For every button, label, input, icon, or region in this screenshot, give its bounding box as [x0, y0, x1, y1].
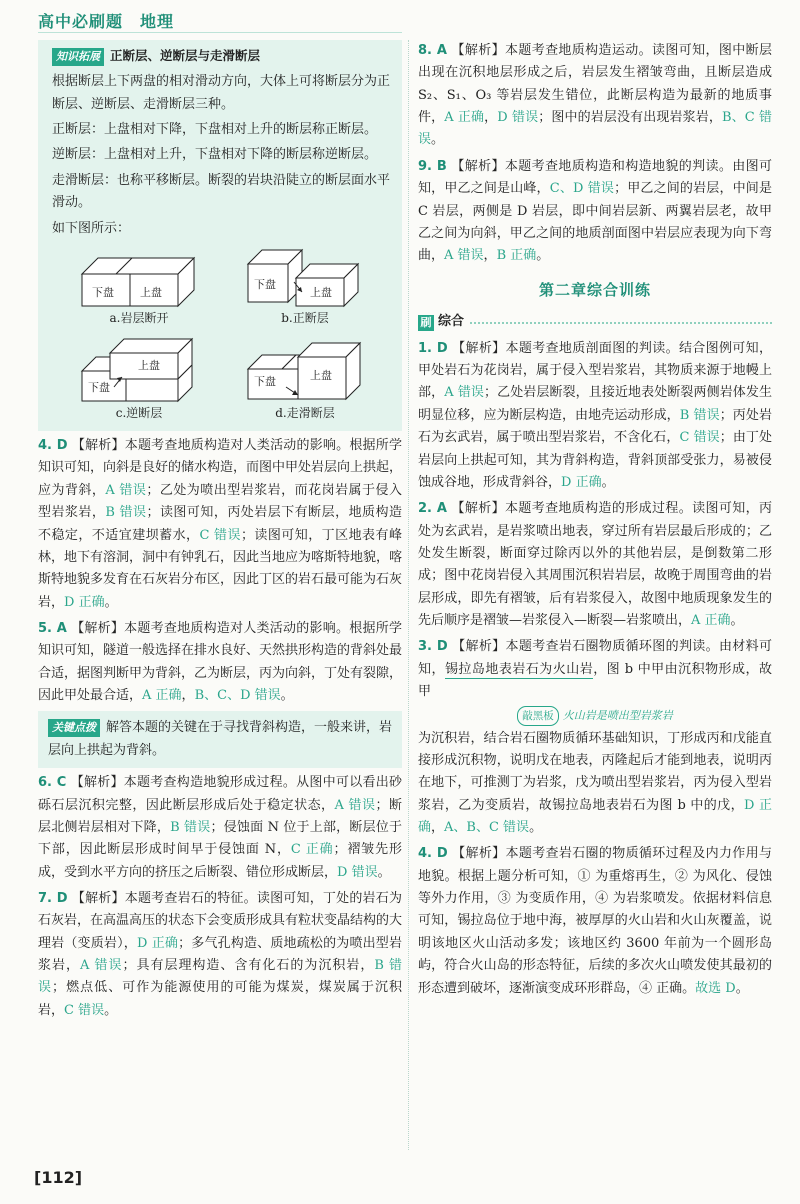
- explanation-text: 【解析】本题考查岩石的特征。读图可知，丁处的岩石为石灰岩，在高温高压的状态下会变质形成具有粒状变晶结构的大理岩（变质岩），: [38, 890, 403, 951]
- hanging-wall-label: 上盘: [310, 285, 332, 299]
- verdict-text: A 错误: [444, 248, 484, 264]
- verdict-text: D 正确: [64, 594, 105, 610]
- fault-figure-a: [56, 244, 222, 329]
- verdict-text: A 错误: [444, 385, 485, 401]
- verdict-text: B、C 错误: [418, 110, 772, 148]
- header-rule: [38, 32, 402, 33]
- verdict-text: A、B、C 错误: [444, 819, 530, 835]
- explanation-text: 【解析】本题考查地质构造的形成过程。读图可知，丙处为玄武岩，是岩浆喷出地表，穿过所有岩层最后形成的；乙处发生断裂，断面穿过除丙以外的其他岩层，是倒数第二形成；图中花岗岩侵入其周围沉积岩岩层，故晚于周围弯曲的岩层形成，即先有褶皱，后有岩浆侵入，故图中地质现象发生的先后顺序是褶皱—岩浆侵入—断裂—岩浆喷出，: [418, 501, 772, 629]
- question-number: 2. A: [418, 501, 447, 517]
- explanation-text: ，: [181, 688, 195, 704]
- foot-wall-label: 下盘: [254, 374, 276, 388]
- verdict-text: C 错误: [199, 527, 241, 543]
- page-number: [112]: [34, 1168, 83, 1187]
- question-number: 5. A: [38, 621, 67, 636]
- chapter-title: 第二章综合训练: [538, 280, 651, 299]
- verdict-text: A 正确: [691, 613, 731, 629]
- tip-box: [38, 711, 402, 768]
- tip-tag: 关键点拨: [48, 719, 100, 737]
- explanation-text: ；多气孔构造、质地疏松的为喷出型岩浆岩，: [38, 935, 402, 974]
- subheader-rule: [470, 322, 772, 324]
- explanation-text: 【解析】本题考查地质构造对人类活动的影响。根据所学知识可知，向斜是良好的储水构造，而图中甲处岩层向上拱起，应为背斜，: [38, 438, 403, 498]
- hanging-wall-label: 上盘: [310, 368, 332, 382]
- explanation-text: ；乙处为喷出型岩浆岩，而花岗岩属于侵入型岩浆岩，: [38, 482, 402, 521]
- explanation-text: 。: [104, 1002, 118, 1018]
- explanation-text: 。: [529, 819, 543, 835]
- fault-figure-d: [222, 333, 388, 424]
- explanation-text: 【解析】本题考查岩石圈物质循环图的判读。由材料可知，: [418, 639, 772, 677]
- margin-note: [418, 706, 772, 726]
- question-number: 6. C: [38, 775, 67, 791]
- explanation-text: ；具有层理构造、含有化石的为沉积岩，: [122, 958, 375, 974]
- explanation-text: ；乙处岩层断裂，且接近地表处断裂两侧岩体发生明显位移，应为断层构造，由地壳运动形成，: [418, 385, 772, 423]
- verdict-text: B 错误: [38, 958, 402, 996]
- brush-icon: 刷: [418, 315, 434, 331]
- question-number: 8. A: [418, 43, 447, 58]
- tip-text: 解答本题的关键在于寻找背斜构造，一般来讲，岩层向上拱起为背斜。: [48, 720, 393, 758]
- fault-diagram: [52, 244, 392, 423]
- left-column: [38, 40, 402, 1022]
- verdict-text: D 错误: [337, 864, 378, 880]
- answer-q8: [418, 40, 772, 152]
- question-number: 1. D: [418, 340, 448, 356]
- verdict-text: D 正确: [136, 935, 179, 951]
- question-number: 7. D: [38, 890, 68, 906]
- explanation-text: 。: [104, 594, 118, 610]
- explanation-text: ；侵蚀面 N 位于上部，断层位于下部，因此断层形成时间早于侵蚀面 N，: [38, 819, 403, 858]
- normal-fault-illustration: [240, 244, 370, 310]
- explanation-text: 【解析】本题考查岩石圈的物质循环过程及内力作用与地貌。根据上题分析可知，① 为重熔再生，② 为风化、侵蚀等外力作用，③ 为变质作用，④ 为岩浆喷发。依据材料信息可知，锡拉岛位于地中海，被厚厚的火山岩和火山灰覆盖，说明该地区火山活动多发；该地区约 3600 年前为一个圆形岛屿，符合火山岛的形态特征，后续的多次火山喷发使其最初的形态遭到破坏，逐渐演变成环形群岛，④ 正确。: [418, 846, 772, 996]
- verdict-text: D 正确: [418, 797, 772, 835]
- explanation-text: ，: [484, 110, 498, 126]
- header-title: 高中必刷题 地理: [38, 12, 175, 31]
- knowledge-tag: 知识拓展: [52, 48, 104, 66]
- answer-c2: [418, 498, 772, 632]
- explanation-text: ；读图可知，丁区地表有峰林，地下有溶洞，洞中有钟乳石，因此当地应为喀斯特地貌，喀斯特地貌多发育在石灰岩分布区，因此丁区的岩石最可能为石灰岩，: [38, 527, 403, 610]
- verdict-text: B、C、D 错误: [194, 688, 281, 704]
- fault-block-a-illustration: [74, 244, 204, 310]
- fault-figure-b: [222, 244, 388, 329]
- right-column: [418, 40, 772, 1000]
- section-subheader: [418, 311, 772, 333]
- answer-q4: [38, 435, 402, 614]
- explanation-text: 。: [377, 864, 391, 880]
- explanation-text: 【解析】本题考查构造地貌形成过程。从图中可以看出砂砾石层沉积完整，因此断层形成后处于稳定状态，: [38, 775, 402, 813]
- knowledge-paragraph: 如下图所示：: [52, 220, 131, 236]
- explanation-text: 。: [280, 688, 294, 704]
- answer-c4: [418, 843, 772, 1000]
- knowledge-paragraph: 根据断层上下两盘的相对滑动方向，大体上可将断层分为正断层、逆断层、走滑断层三种。: [52, 74, 391, 112]
- reverse-fault-illustration: [74, 333, 204, 405]
- verdict-text: C 错误: [679, 430, 720, 446]
- verdict-text: A 正确: [444, 110, 485, 126]
- explanation-text: ；图中的岩层没有出现岩浆岩，: [538, 110, 722, 126]
- explanation-text: ；甲乙之间的岩层，中间是 C 岩层，两侧是 D 岩层，即中间岩层新、两翼岩层老，故甲乙之间为向斜，甲乙之间的地质剖面图中岩层应表现为向下弯曲，: [418, 181, 772, 264]
- explanation-text: ；丙处岩石为玄武岩，属于喷出型岩浆岩，不含化石，: [418, 407, 772, 446]
- verdict-text: B 错误: [170, 819, 211, 835]
- question-number: 3. D: [418, 639, 448, 655]
- explanation-text: 。: [735, 980, 749, 996]
- knowledge-box: [38, 40, 402, 431]
- explanation-text: 【解析】本题考查地质构造对人类活动的影响。根据所学知识可知，隧道一般选择在排水良好、天然拱形构造的背斜处最合适，据图判断甲为背斜，乙为断层，丙为向斜，丁处有裂隙，因此甲处最合适，: [38, 621, 403, 704]
- caption-a: a.岩层断开: [109, 310, 169, 325]
- strike-slip-fault-illustration: [240, 333, 370, 405]
- answer-q7: [38, 888, 402, 1022]
- explanation-text: 。: [601, 474, 615, 490]
- explanation-text: ；褶皱先形成，受到水平方向的挤压之后断裂、错位形成断层，: [38, 842, 402, 880]
- knowledge-paragraph: 逆断层：上盘相对上升，下盘相对下降的断层称逆断层。: [52, 147, 378, 163]
- hanging-wall-label: 上盘: [140, 285, 162, 299]
- verdict-text: A 错误: [105, 482, 147, 498]
- explanation-text: 【解析】本题考查地质构造和构造地貌的判读。由图可知，甲乙之间是山峰，: [418, 158, 772, 197]
- foot-wall-label: 下盘: [88, 380, 110, 394]
- caption-b: b.正断层: [281, 310, 329, 325]
- verdict-text: D 错误: [497, 110, 539, 126]
- answer-c3: [418, 636, 772, 703]
- explanation-text: ，图 b 中甲由沉积物形成，故甲: [418, 661, 772, 700]
- answer-q5: [38, 618, 402, 707]
- verdict-text: C 正确: [290, 842, 334, 858]
- verdict-text: B 正确: [496, 248, 537, 264]
- explanation-text: ，: [431, 819, 445, 835]
- underlined-phrase: 锡拉岛地表岩石为火山岩: [444, 661, 594, 677]
- explanation-text: ；由丁处岩层向上拱起可知，其为背斜构造，背斜顶部受张力，易被侵蚀成谷地，形成背斜谷，: [418, 430, 772, 490]
- question-number: 9. B: [418, 158, 447, 174]
- explanation-text: ；断层北侧岩层相对下降，: [38, 797, 402, 835]
- answer-q9: [418, 156, 772, 268]
- knowledge-title: 正断层、逆断层与走滑断层: [110, 48, 261, 63]
- explanation-text: ，: [483, 248, 497, 264]
- verdict-text: A 错误: [334, 797, 376, 813]
- explanation-text: 。: [730, 613, 744, 629]
- explanation-text: 为沉积岩，结合岩石圈物质循环基础知识，丁形成丙和戊能直接形成沉积物，说明戊在地表，丙隆起后才能到地表，说明丙在地下，可推测丁为岩浆，戊为喷出型岩浆岩，丙为侵入型岩浆岩，乙为变质岩，故锡拉岛地表岩石为图 b 中的戊，: [418, 730, 772, 813]
- caption-c: c.逆断层: [115, 405, 163, 420]
- caption-d: d.走滑断层: [275, 405, 335, 420]
- explanation-text: 。: [536, 248, 550, 264]
- answer-c1: [418, 338, 772, 495]
- verdict-text: D 正确: [561, 474, 602, 490]
- verdict-text: C、D 错误: [549, 181, 615, 197]
- explanation-text: ；读图可知，丙处岩层下有断层，地质构造不稳定，不适宜建坝蓄水，: [38, 505, 402, 543]
- verdict-text: B 错误: [679, 407, 720, 423]
- answer-q6: [38, 772, 402, 884]
- subheader-label: 综合: [438, 314, 465, 330]
- knowledge-paragraph: 正断层：上盘相对下降，下盘相对上升的断层称正断层。: [52, 122, 378, 138]
- verdict-text: C 错误: [64, 1002, 105, 1018]
- verdict-text: A 正确: [142, 688, 182, 704]
- foot-wall-label: 下盘: [254, 277, 276, 291]
- answer-c3-cont: [418, 728, 772, 840]
- verdict-text: A 错误: [79, 958, 123, 974]
- column-divider: [408, 40, 409, 1150]
- explanation-text: 【解析】本题考查地质剖面图的判读。结合图例可知，甲处岩石为花岗岩，属于侵入型岩浆岩，其物质来源于地幔上部，: [418, 340, 772, 401]
- knowledge-paragraph: 走滑断层：也称平移断层。断裂的岩块沿陡立的断层面水平滑动。: [52, 172, 391, 211]
- note-badge: 敲黑板: [517, 706, 559, 726]
- question-number: 4. D: [418, 846, 448, 862]
- verdict-text: B 错误: [105, 505, 147, 521]
- explanation-text: ；燃点低、可作为能源使用的可能为煤炭，煤炭属于沉积岩，: [38, 980, 402, 1018]
- note-text: 火山岩是喷出型岩浆岩: [562, 708, 673, 722]
- fault-figure-c: [56, 333, 222, 424]
- hanging-wall-label: 上盘: [138, 358, 160, 372]
- foot-wall-label: 下盘: [92, 285, 114, 299]
- explanation-text: 。: [431, 132, 445, 148]
- explanation-text: 【解析】本题考查地质构造运动。读图可知，图中断层出现在沉积地层形成之后，岩层发生褶皱弯曲，且断层造成 S₂、S₁、O₃ 等岩层发生错位，此断层构造为最新的地质事件，: [418, 43, 772, 126]
- question-number: 4. D: [38, 438, 68, 454]
- verdict-text: 故选 D: [695, 980, 736, 996]
